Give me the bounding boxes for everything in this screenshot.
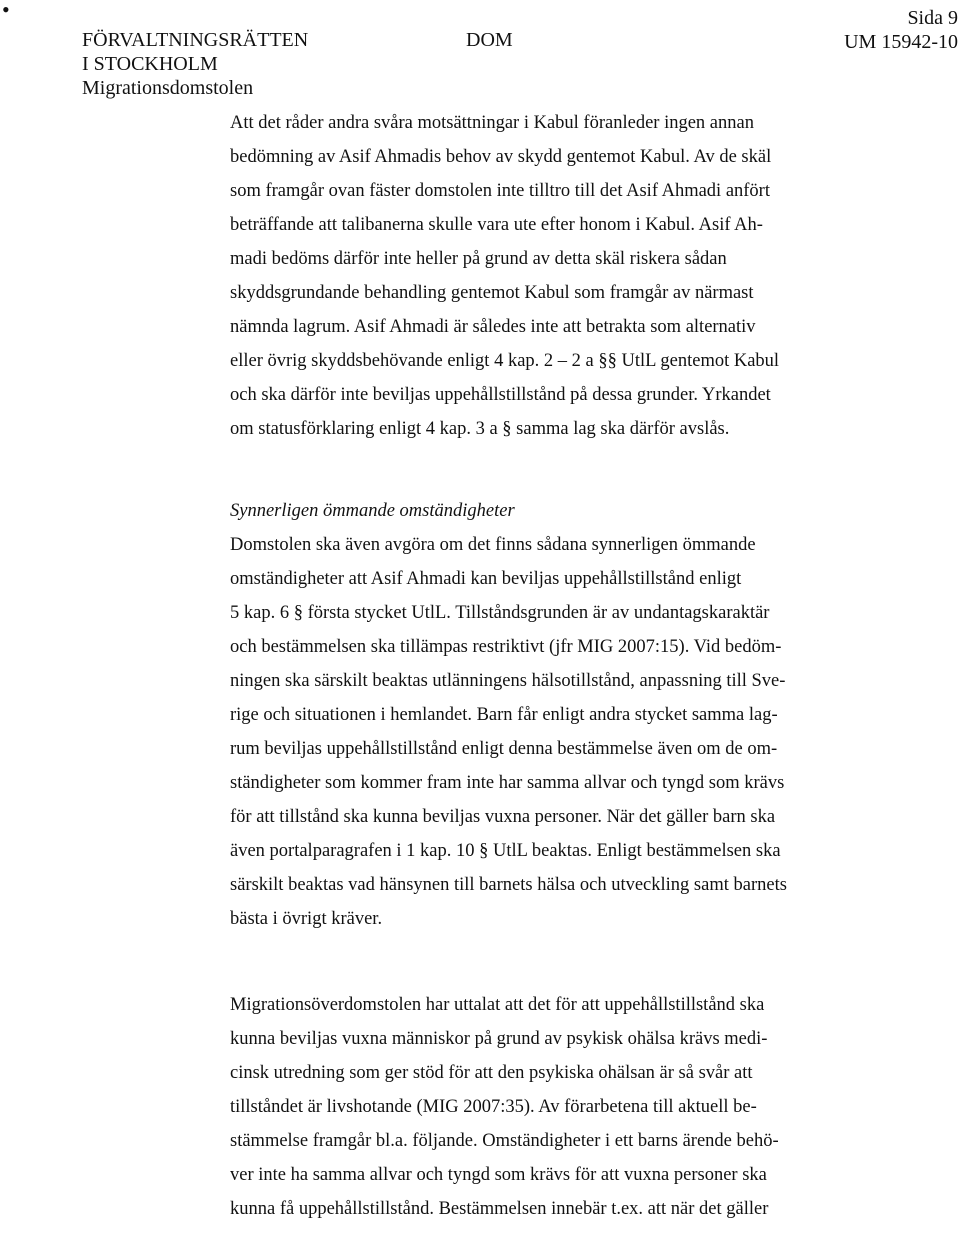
case-number: UM 15942-10 [844, 31, 958, 53]
text-line: kunna beviljas vuxna människor på grund av psykisk ohälsa krävs medi- [230, 1029, 768, 1049]
text-line: kunna få uppehållstillstånd. Bestämmelsen innebär t.ex. att när det gäller [230, 1199, 769, 1219]
text-line: ningen ska särskilt beaktas utlänningens hälsotillstånd, anpassning till Sve- [230, 671, 786, 691]
text-line: om statusförklaring enligt 4 kap. 3 a § samma lag ska därför avslås. [230, 419, 730, 439]
paragraph-2 [230, 528, 870, 936]
text-line: nämnda lagrum. Asif Ahmadi är således inte att betrakta som alternativ [230, 317, 756, 337]
text-line: skyddsgrundande behandling gentemot Kabul som framgår av närmast [230, 283, 754, 303]
text-line: madi bedöms därför inte heller på grund av detta skäl riskera sådan [230, 249, 727, 269]
text-line: omständigheter att Asif Ahmadi kan beviljas uppehållstillstånd enligt [230, 569, 742, 589]
text-line: cinsk utredning som ger stöd för att den psykiska ohälsan är så svår att [230, 1063, 753, 1083]
text-line: för att tillstånd ska kunna beviljas vuxna personer. När det gäller barn ska [230, 807, 776, 827]
page-header [0, 0, 960, 100]
court-name-line2: I STOCKHOLM [82, 53, 218, 75]
court-name-line1: FÖRVALTNINGSRÄTTEN [82, 29, 309, 51]
text-line: Migrationsöverdomstolen har uttalat att det för att uppehållstillstånd ska [230, 995, 765, 1015]
text-line: som framgår ovan fäster domstolen inte tilltro till det Asif Ahmadi anfört [230, 181, 770, 201]
document-type: DOM [466, 29, 513, 51]
court-division: Migrationsdomstolen [82, 77, 254, 99]
bullet-mark: • [2, 0, 10, 22]
text-line: Domstolen ska även avgöra om det finns sådana synnerligen ömmande [230, 535, 756, 555]
paragraph-gap [230, 936, 870, 988]
paragraph-3 [230, 988, 870, 1226]
document-body [230, 106, 870, 1226]
text-line: särskilt beaktas vad hänsynen till barnets hälsa och utveckling samt barnets [230, 875, 787, 895]
text-line: ver inte ha samma allvar och tyngd som krävs för att vuxna personer ska [230, 1165, 767, 1185]
text-line: stämmelse framgår bl.a. följande. Omständigheter i ett barns ärende behö- [230, 1131, 779, 1151]
text-line: Att det råder andra svåra motsättningar i Kabul föranleder ingen annan [230, 113, 754, 133]
page-info [844, 6, 958, 54]
text-line: och bestämmelsen ska tillämpas restriktivt (jfr MIG 2007:15). Vid bedöm- [230, 637, 782, 657]
page-number: Sida 9 [907, 7, 958, 29]
section-heading: Synnerligen ömmande omständigheter [230, 501, 515, 521]
text-line: rum beviljas uppehållstillstånd enligt denna bestämmelse även om de om- [230, 739, 778, 759]
paragraph-gap [230, 446, 870, 494]
text-line: beträffande att talibanerna skulle vara ute efter honom i Kabul. Asif Ah- [230, 215, 763, 235]
text-line: bedömning av Asif Ahmadis behov av skydd gentemot Kabul. Av de skäl [230, 147, 772, 167]
text-line: även portalparagrafen i 1 kap. 10 § UtlL beaktas. Enligt bestämmelsen ska [230, 841, 781, 861]
text-line: tillståndet är livshotande (MIG 2007:35). Av förarbetena till aktuell be- [230, 1097, 757, 1117]
text-line: och ska därför inte beviljas uppehållstillstånd på dessa grunder. Yrkandet [230, 385, 771, 405]
text-line: eller övrig skyddsbehövande enligt 4 kap. 2 – 2 a §§ UtlL gentemot Kabul [230, 351, 780, 371]
text-line: ständigheter som kommer fram inte har samma allvar och tyngd som krävs [230, 773, 785, 793]
text-line: bästa i övrigt kräver. [230, 909, 383, 929]
paragraph-1 [230, 106, 870, 446]
court-block [82, 28, 308, 100]
text-line: 5 kap. 6 § första stycket UtlL. Tillståndsgrunden är av undantagskaraktär [230, 603, 770, 623]
text-line: rige och situationen i hemlandet. Barn får enligt andra stycket samma lag- [230, 705, 778, 725]
